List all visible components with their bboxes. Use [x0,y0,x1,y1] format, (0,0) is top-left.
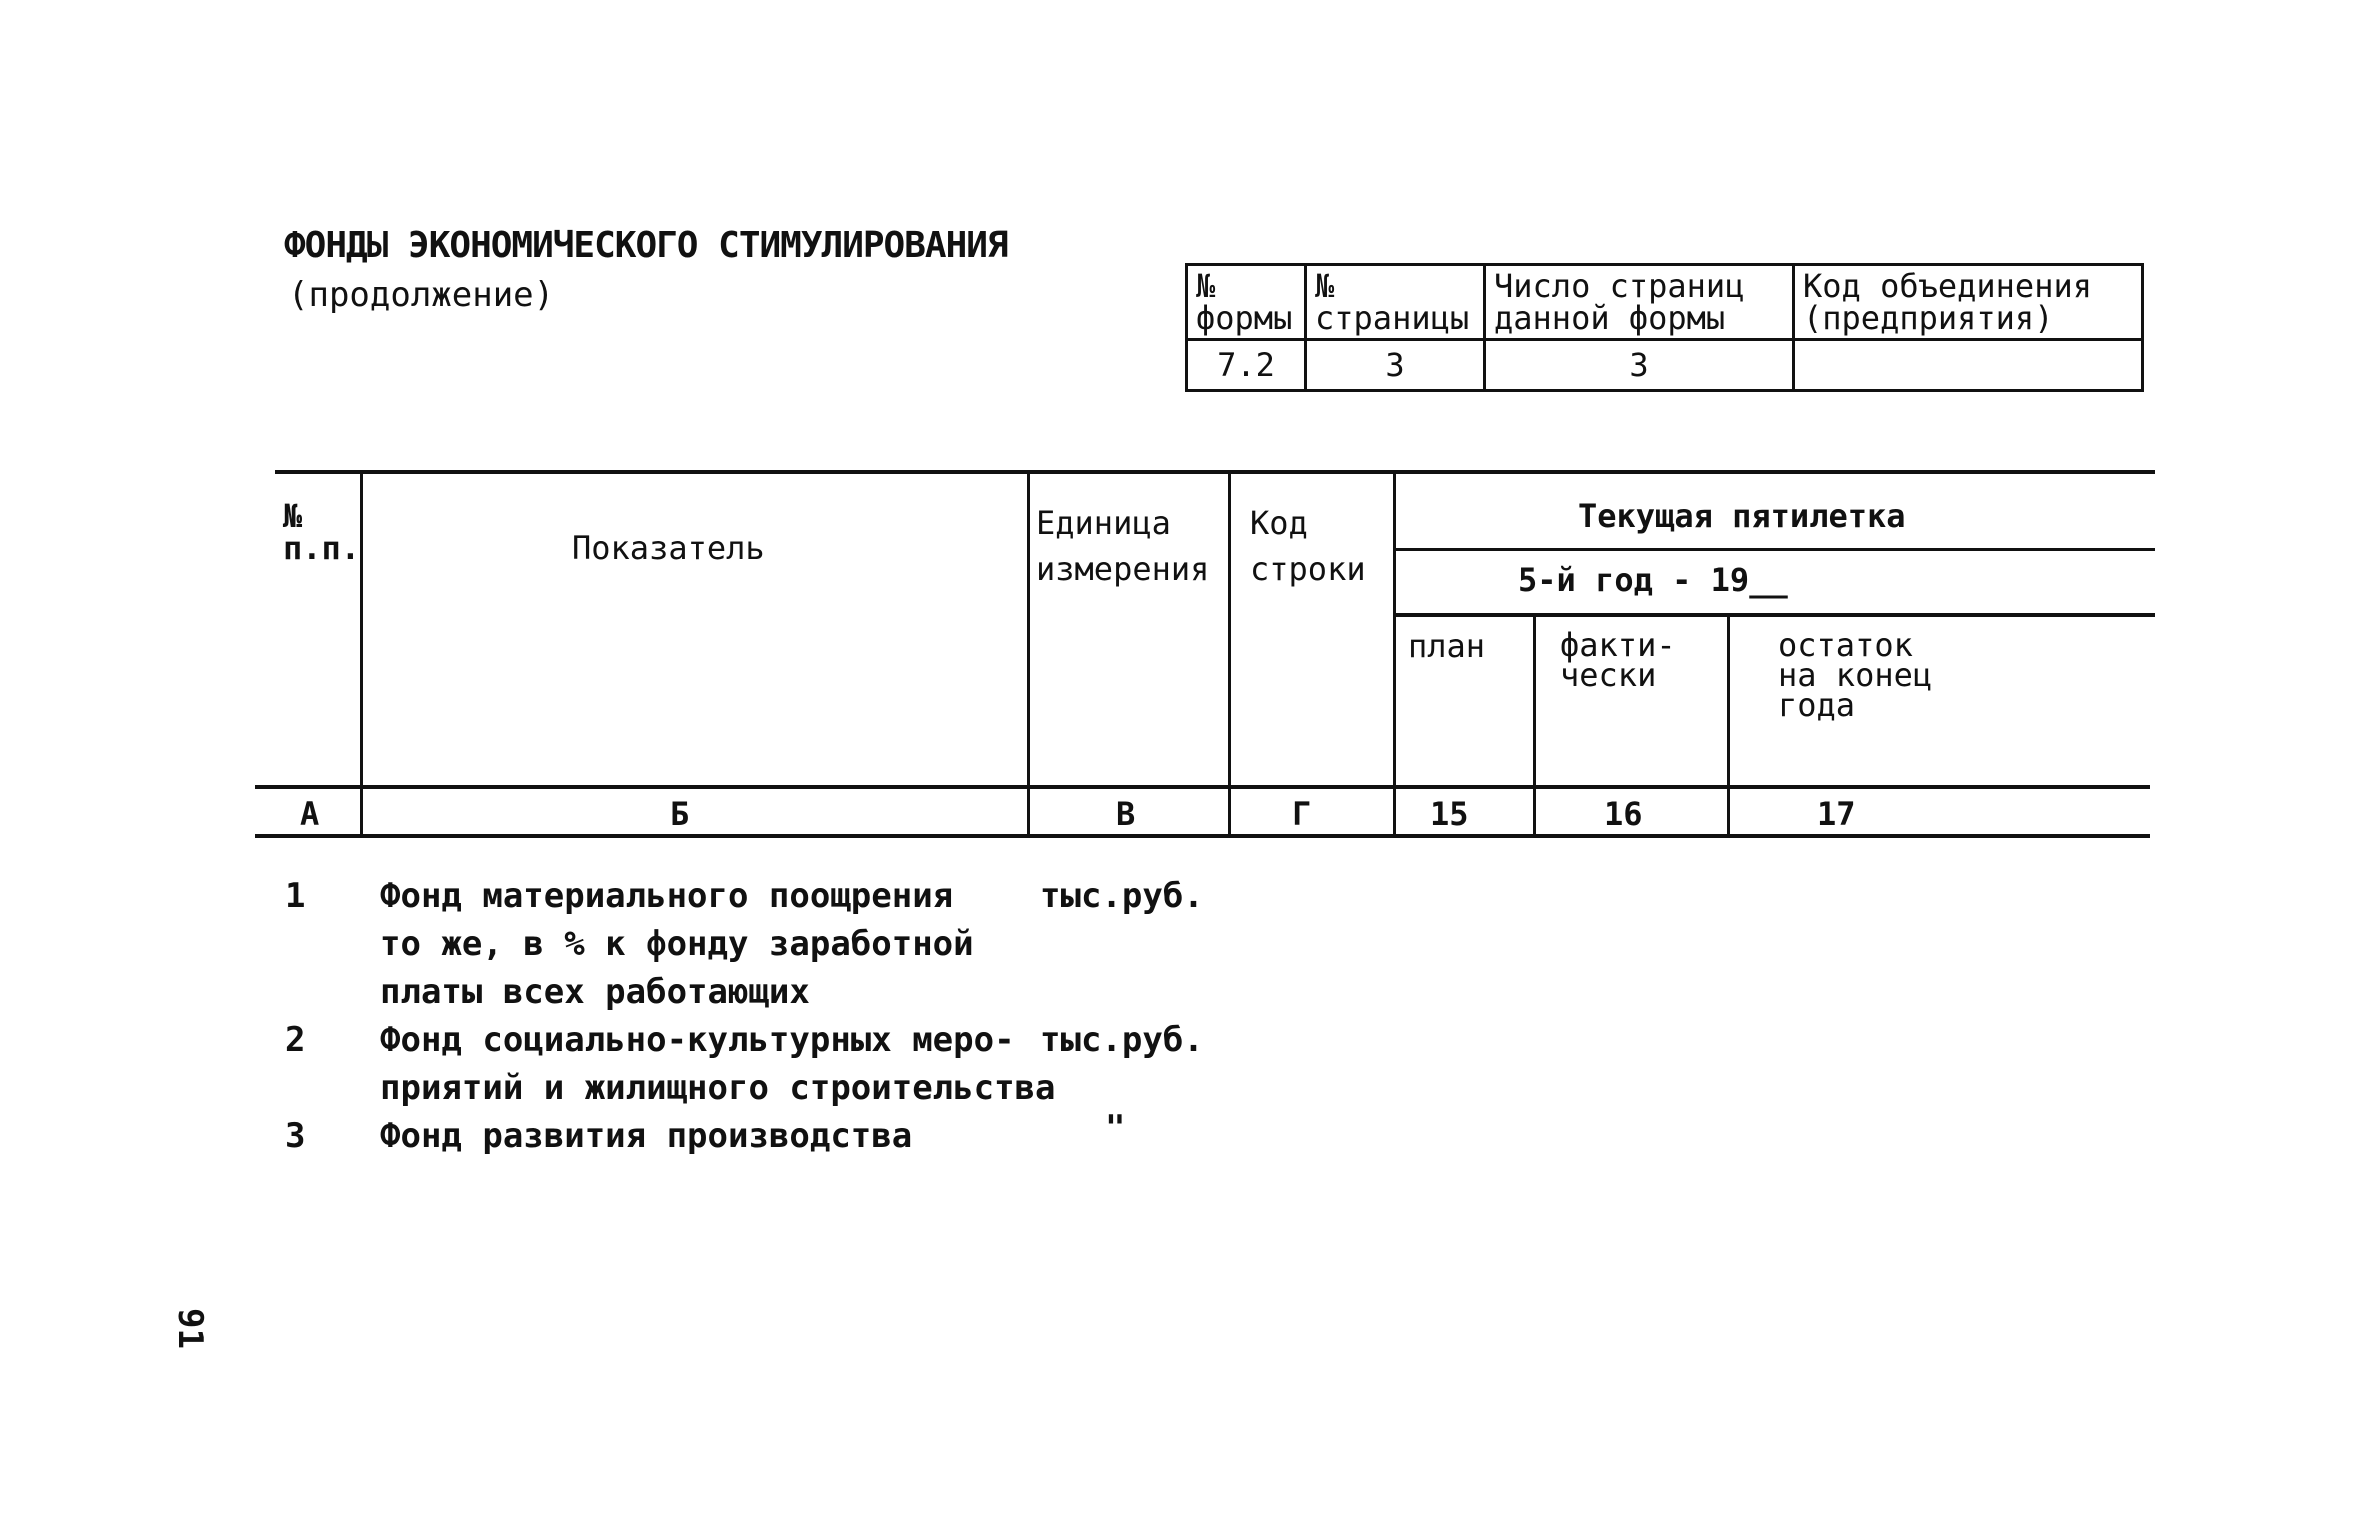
row-unit: тыс.руб. [1040,1020,1204,1060]
year-label: 5-й год - 19__ [1518,561,1788,599]
page-title: ФОНДЫ ЭКОНОМИЧЕСКОГО СТИМУЛИРОВАНИЯ [284,225,1008,266]
index-16: 16 [1604,795,1643,833]
index-b: Б [670,795,690,833]
row-number: 1 [285,876,306,916]
table-top-rule [275,470,2155,474]
col-remainder-header: остаток на конец года [1778,626,1933,724]
row-label: Фонд социально-культурных меро- [380,1020,1015,1060]
meta-value-page-number: 3 [1306,340,1485,391]
meta-value-page-count: 3 [1485,340,1794,391]
col-divider-5 [1533,615,1536,836]
col-actual-header: факти- чески [1560,626,1676,694]
row-unit: " [1105,1108,1126,1148]
row-label: Фонд развития производства [380,1116,913,1156]
col-divider-1 [360,472,363,836]
col-divider-2 [1027,472,1030,836]
index-a: А [300,795,320,833]
meta-header-enterprise-code: Код объединения (предприятия) [1794,265,2143,340]
row-number: 2 [285,1020,306,1060]
col-divider-3 [1228,472,1231,836]
page-number: 91 [170,1308,210,1349]
col-unit-header: Единица измерения [1036,504,1210,588]
year-rule [1395,613,2155,617]
row-unit: тыс.руб. [1040,876,1204,916]
page-subtitle: (продолжение) [288,275,555,315]
row-label: Фонд материального поощрения [380,876,954,916]
meta-value-form-number: 7.2 [1187,340,1306,391]
header-bottom-rule [255,785,2150,789]
group-title: Текущая пятилетка [1578,497,1906,535]
meta-header-page-count: Число страниц данной формы [1485,265,1794,340]
row-number: 3 [285,1116,306,1156]
meta-value-enterprise-code [1794,340,2143,391]
row-label: то же, в % к фонду заработной [380,924,974,964]
meta-header-page-number: № страницы [1306,265,1485,340]
index-bottom-rule [255,834,2150,838]
col-divider-6 [1727,615,1730,836]
index-15: 15 [1430,795,1469,833]
index-17: 17 [1817,795,1856,833]
group-rule [1395,548,2155,551]
col-num-header: № п.п. [283,497,361,567]
col-indicator-header: Показатель [572,529,765,567]
row-label: платы всех работающих [380,972,810,1012]
col-plan-header: план [1408,627,1486,665]
index-v: В [1116,795,1136,833]
meta-header-form-number: № формы [1187,265,1306,340]
form-meta-table [1185,263,2144,392]
index-g: Г [1292,795,1312,833]
col-divider-4 [1393,472,1396,836]
row-label: приятий и жилищного строительства [380,1068,1056,1108]
col-code-header: Код строки [1250,504,1366,588]
